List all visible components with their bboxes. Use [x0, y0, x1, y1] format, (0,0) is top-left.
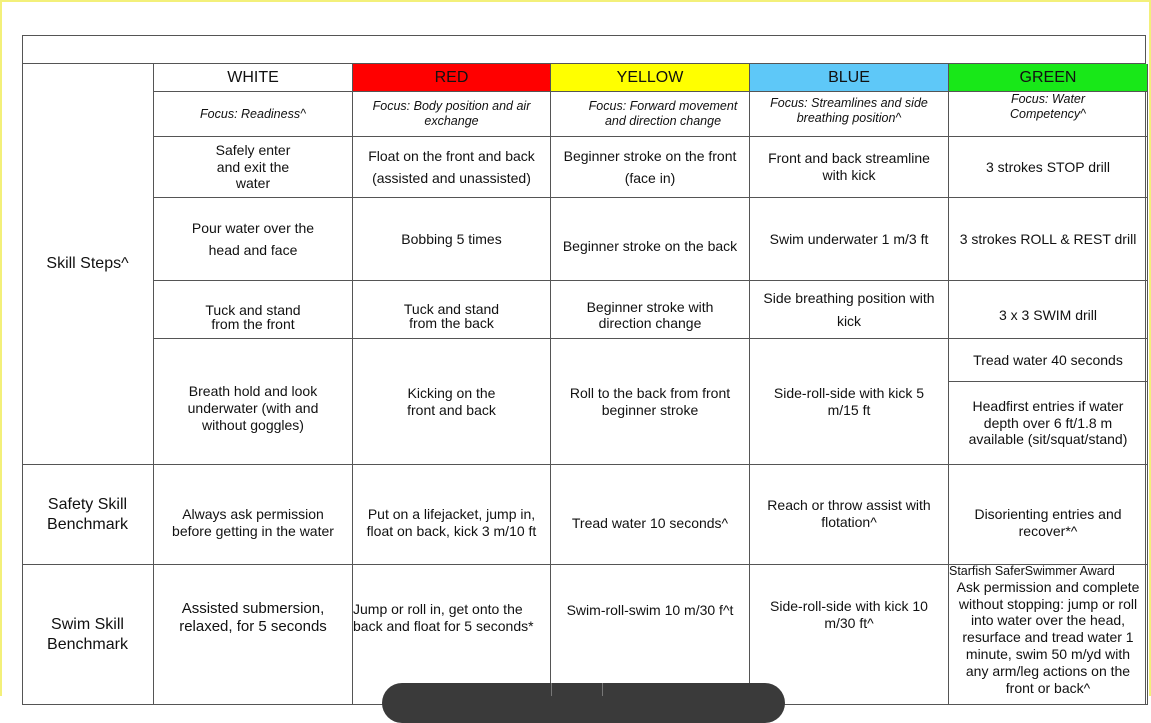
- swim-blue: Side-roll-side with kick 10 m/30 ft^: [750, 565, 949, 705]
- focus-green: Focus: Water Competency^: [949, 92, 1148, 137]
- skill-r4-green-tread: Tread water 40 seconds: [949, 339, 1148, 382]
- skill-r4-yellow: Roll to the back from front beginner stroke: [551, 339, 750, 465]
- swim-green: [949, 565, 1148, 705]
- focus-white: Focus: Readiness^: [154, 92, 353, 137]
- swim-yellow: Swim-roll-swim 10 m/30 f^t: [551, 565, 750, 705]
- table-top-blank-row: [22, 35, 1146, 64]
- focus-red: Focus: Body position and air exchange: [353, 92, 551, 137]
- safety-green: Disorienting entries and recover*^: [949, 465, 1148, 565]
- skill-r3-yellow: Beginner stroke with direction change: [551, 281, 750, 339]
- skill-r3-green: 3 x 3 SWIM drill: [949, 281, 1148, 339]
- skill-r4-red: Kicking on the front and back: [353, 339, 551, 465]
- skill-r2-blue: Swim underwater 1 m/3 ft: [750, 198, 949, 281]
- level-header-white: WHITE: [154, 64, 353, 92]
- level-header-green: GREEN: [949, 64, 1148, 92]
- focus-blue: Focus: Streamlines and side breathing position^: [750, 92, 949, 137]
- floating-toolbar[interactable]: [382, 683, 785, 723]
- level-header-blue: BLUE: [750, 64, 949, 92]
- safety-yellow: Tread water 10 seconds^: [551, 465, 750, 565]
- swim-red: Jump or roll in, get onto the back and float for 5 seconds*: [353, 565, 551, 705]
- skill-r1-white: Safely enter and exit the water: [154, 137, 353, 198]
- starfish-award-text: Ask permission and complete without stopping: jump or roll into water over the head, resurface and tread water 1 minute, swim 50 m/yd with any arm/leg actions on the front or back^: [956, 578, 1140, 696]
- window-top-border: [0, 0, 1151, 2]
- row-label-skill-steps: Skill Steps^: [22, 64, 154, 465]
- window-left-border: [0, 0, 2, 696]
- focus-yellow: Focus: Forward movement and direction change: [551, 92, 750, 137]
- skill-r4-white: Breath hold and look underwater (with and without goggles): [154, 339, 353, 465]
- starfish-award-title: Starfish SaferSwimmer Award: [949, 564, 1115, 578]
- skill-r3-red: Tuck and stand from the back: [353, 281, 551, 339]
- row-label-safety-benchmark: Safety Skill Benchmark: [22, 465, 154, 565]
- skill-r4-green-headfirst: Headfirst entries if water depth over 6 ft/1.8 m available (sit/squat/stand): [949, 382, 1148, 465]
- skill-r2-green: 3 strokes ROLL & REST drill: [949, 198, 1148, 281]
- skill-r3-white: Tuck and stand from the front: [154, 281, 353, 339]
- skill-r2-red: Bobbing 5 times: [353, 198, 551, 281]
- skill-r1-green: 3 strokes STOP drill: [949, 137, 1148, 198]
- safety-white: Always ask permission before getting in the water: [154, 465, 353, 565]
- level-header-yellow: YELLOW: [551, 64, 750, 92]
- swim-white: Assisted submersion, relaxed, for 5 seconds: [154, 565, 353, 705]
- skill-r1-red: Float on the front and back (assisted and unassisted): [353, 137, 551, 198]
- skill-r3-blue: Side breathing position with kick: [750, 281, 949, 339]
- skill-r1-yellow: Beginner stroke on the front (face in): [551, 137, 750, 198]
- level-header-red: RED: [353, 64, 551, 92]
- toolbar-divider: [551, 683, 552, 696]
- row-label-swim-benchmark: Swim Skill Benchmark: [22, 565, 154, 705]
- toolbar-divider: [602, 683, 603, 696]
- skill-r4-blue: Side-roll-side with kick 5 m/15 ft: [750, 339, 949, 465]
- skill-r2-yellow: Beginner stroke on the back: [551, 198, 750, 281]
- safety-blue: Reach or throw assist with flotation^: [750, 465, 949, 565]
- safety-red: Put on a lifejacket, jump in, float on back, kick 3 m/10 ft: [353, 465, 551, 565]
- skill-r1-blue: Front and back streamline with kick: [750, 137, 949, 198]
- skill-r2-white: Pour water over the head and face: [154, 198, 353, 281]
